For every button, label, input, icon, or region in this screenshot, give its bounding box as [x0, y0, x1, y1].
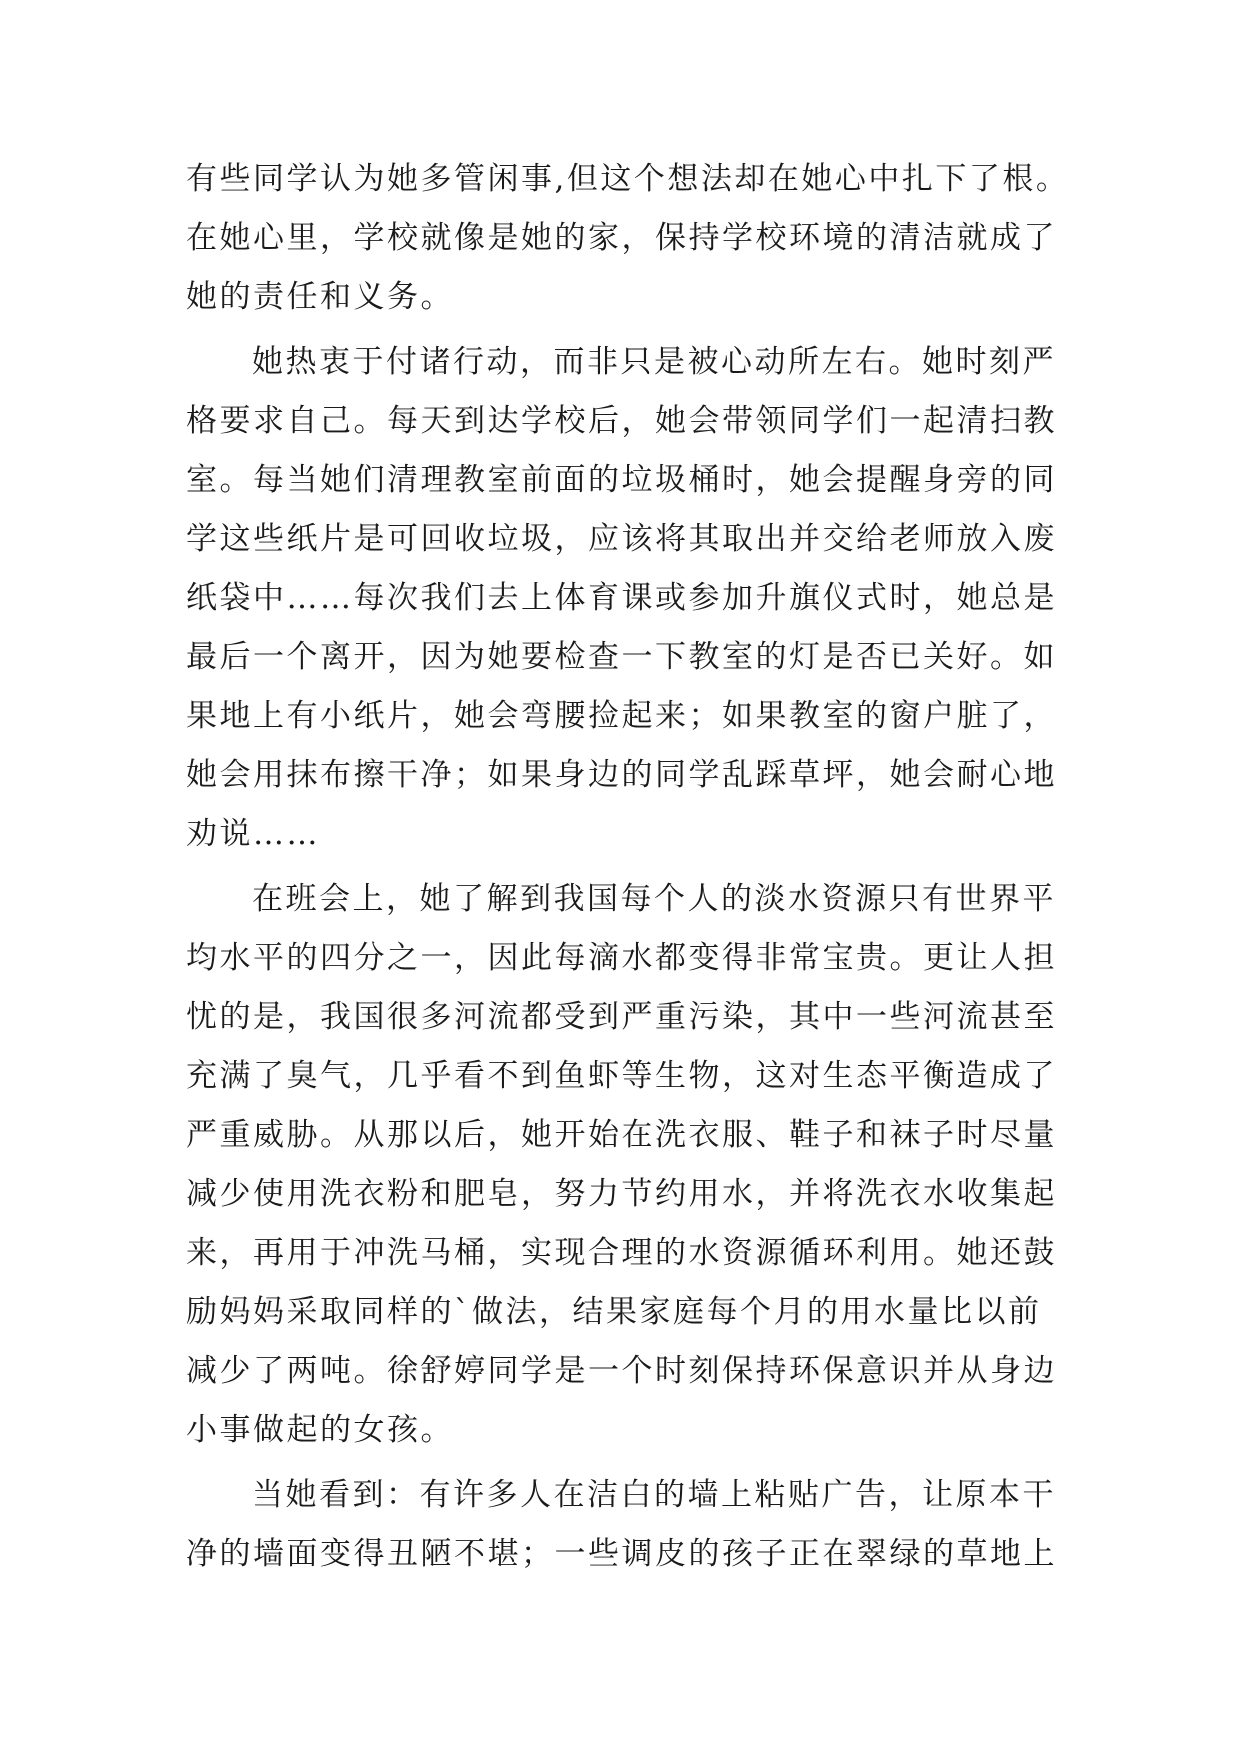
paragraph-3-line-1: 在班会上，她了解到我国每个人的淡水资源只有世界平	[252, 881, 1056, 917]
paragraph-1-line-2: 在她心里，学校就像是她的家，保持学校环境的清洁就成了	[186, 220, 1057, 256]
paragraph-2-line-9: 劝说……	[186, 816, 320, 852]
paragraph-2-line-8: 她会用抹布擦干净；如果身边的同学乱踩草坪，她会耐心地	[186, 757, 1057, 793]
paragraph-2-line-6: 最后一个离开，因为她要检查一下教室的灯是否已关好。如	[186, 639, 1057, 675]
paragraph-3-line-6: 减少使用洗衣粉和肥皂，努力节约用水，并将洗衣水收集起	[186, 1176, 1057, 1212]
paragraph-3-line-5: 严重威胁。从那以后，她开始在洗衣服、鞋子和袜子时尽量	[186, 1117, 1057, 1153]
document-body	[186, 150, 1086, 1584]
paragraph-2-line-4: 学这些纸片是可回收垃圾，应该将其取出并交给老师放入废	[186, 521, 1057, 557]
paragraph-3-line-4: 充满了臭气，几乎看不到鱼虾等生物，这对生态平衡造成了	[186, 1058, 1057, 1094]
paragraph-3-line-2: 均水平的四分之一，因此每滴水都变得非常宝贵。更让人担	[186, 940, 1057, 976]
paragraph-3-line-7: 来，再用于冲洗马桶，实现合理的水资源循环利用。她还鼓	[186, 1235, 1057, 1271]
paragraph-2-line-3: 室。每当她们清理教室前面的垃圾桶时，她会提醒身旁的同	[186, 462, 1057, 498]
paragraph-1-line-1: 有些同学认为她多管闲事,但这个想法却在她心中扎下了根。	[186, 161, 1070, 197]
paragraph-2-line-5: 纸袋中……每次我们去上体育课或参加升旗仪式时，她总是	[186, 580, 1057, 616]
paragraph-2-line-7: 果地上有小纸片，她会弯腰捡起来；如果教室的窗户脏了，	[186, 698, 1057, 734]
paragraph-4-line-2: 净的墙面变得丑陋不堪；一些调皮的孩子正在翠绿的草地上	[186, 1536, 1057, 1572]
paragraph-3-line-9: 减少了两吨。徐舒婷同学是一个时刻保持环保意识并从身边	[186, 1353, 1057, 1389]
paragraph-3-line-3: 忧的是，我国很多河流都受到严重污染，其中一些河流甚至	[186, 999, 1057, 1035]
paragraph-3-line-10: 小事做起的女孩。	[186, 1412, 454, 1448]
paragraph-4-line-1: 当她看到：有许多人在洁白的墙上粘贴广告，让原本干	[252, 1477, 1056, 1513]
paragraph-2-line-2: 格要求自己。每天到达学校后，她会带领同学们一起清扫教	[186, 403, 1057, 439]
paragraph-1-line-3: 她的责任和义务。	[186, 279, 454, 315]
paragraph-3-line-8: 励妈妈采取同样的`做法，结果家庭每个月的用水量比以前	[186, 1294, 1042, 1330]
paragraph-2-line-1: 她热衷于付诸行动，而非只是被心动所左右。她时刻严	[252, 344, 1056, 380]
